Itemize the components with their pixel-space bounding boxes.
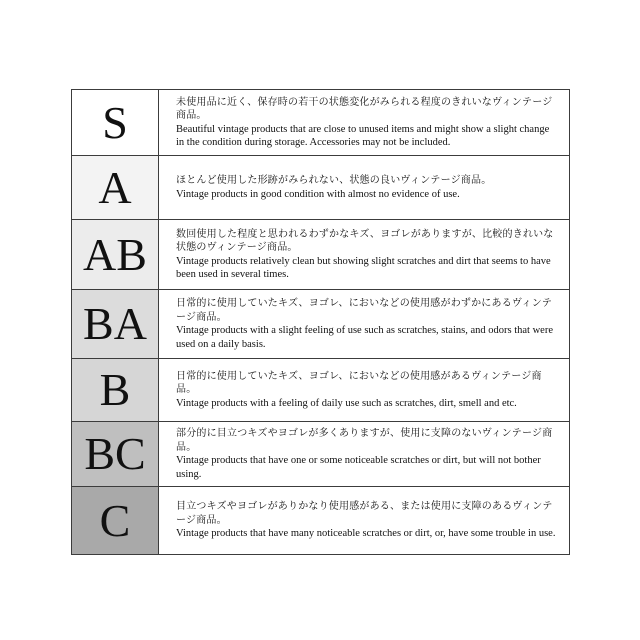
grade-table-body bbox=[72, 90, 570, 555]
description-english: Vintage products relatively clean but showing slight scratches and dirt that seems to have been used in several times. bbox=[176, 255, 551, 280]
grade-label-bc: BC bbox=[72, 422, 159, 487]
description-english: Vintage products with a feeling of daily use such as scratches, dirt, smell and etc. bbox=[176, 397, 517, 409]
description-english: Vintage products in good condition with almost no evidence of use. bbox=[176, 188, 460, 200]
grade-row-ba bbox=[72, 290, 570, 359]
description-japanese: ほとんど使用した形跡がみられない、状態の良いヴィンテージ商品。 bbox=[176, 175, 492, 186]
grade-label-ab: AB bbox=[72, 220, 159, 290]
grade-description-cell bbox=[159, 220, 570, 290]
description-english: Vintage products with a slight feeling of use such as scratches, stains, and odors that were used on a daily basis. bbox=[176, 325, 553, 350]
grade-description-cell bbox=[159, 422, 570, 487]
grade-label-c: C bbox=[72, 487, 159, 555]
grade-row-bc bbox=[72, 422, 570, 487]
description-japanese: 日常的に使用していたキズ、ヨゴレ、においなどの使用感がわずかにあるヴィンテージ商品。 bbox=[176, 298, 553, 323]
description-japanese: 日常的に使用していたキズ、ヨゴレ、においなどの使用感があるヴィンテージ商品。 bbox=[176, 370, 542, 396]
grade-row-ab bbox=[72, 220, 570, 290]
description-japanese: 目立つキズやヨゴレがありかなり使用感がある、または使用に支障のあるヴィンテージ商品。 bbox=[176, 501, 553, 526]
description-japanese: 数回使用した程度と思われるわずかなキズ、ヨゴレがありますが、比較的きれいな状態のヴィンテージ商品。 bbox=[176, 228, 554, 253]
description-japanese: 未使用品に近く、保存時の若干の状態変化がみられる程度のきれいなヴィンテージ商品。 bbox=[176, 96, 553, 121]
grade-label-b: B bbox=[72, 359, 159, 422]
description-japanese: 部分的に目立つキズやヨゴレが多くありますが、使用に支障のないヴィンテージ商品。 bbox=[176, 428, 553, 453]
grade-row-c bbox=[72, 487, 570, 555]
grade-description-cell bbox=[159, 290, 570, 359]
grade-table bbox=[71, 89, 570, 555]
grade-description-cell bbox=[159, 359, 570, 422]
grade-description-cell bbox=[159, 90, 570, 156]
grade-label-ba: BA bbox=[72, 290, 159, 359]
description-english: Vintage products that have many noticeable scratches or dirt, or, have some trouble in use. bbox=[176, 528, 556, 540]
grade-label-a: A bbox=[72, 156, 159, 220]
description-english: Vintage products that have one or some noticeable scratches or dirt, but will not bother using. bbox=[176, 455, 541, 480]
description-english: Beautiful vintage products that are close to unused items and might show a slight change in the condition during storage. Accessories may not be included. bbox=[176, 123, 550, 148]
grade-label-s: S bbox=[72, 90, 159, 156]
grade-row-a bbox=[72, 156, 570, 220]
grade-description-cell bbox=[159, 487, 570, 555]
grade-description-cell bbox=[159, 156, 570, 220]
grade-row-s bbox=[72, 90, 570, 156]
grade-row-b bbox=[72, 359, 570, 422]
